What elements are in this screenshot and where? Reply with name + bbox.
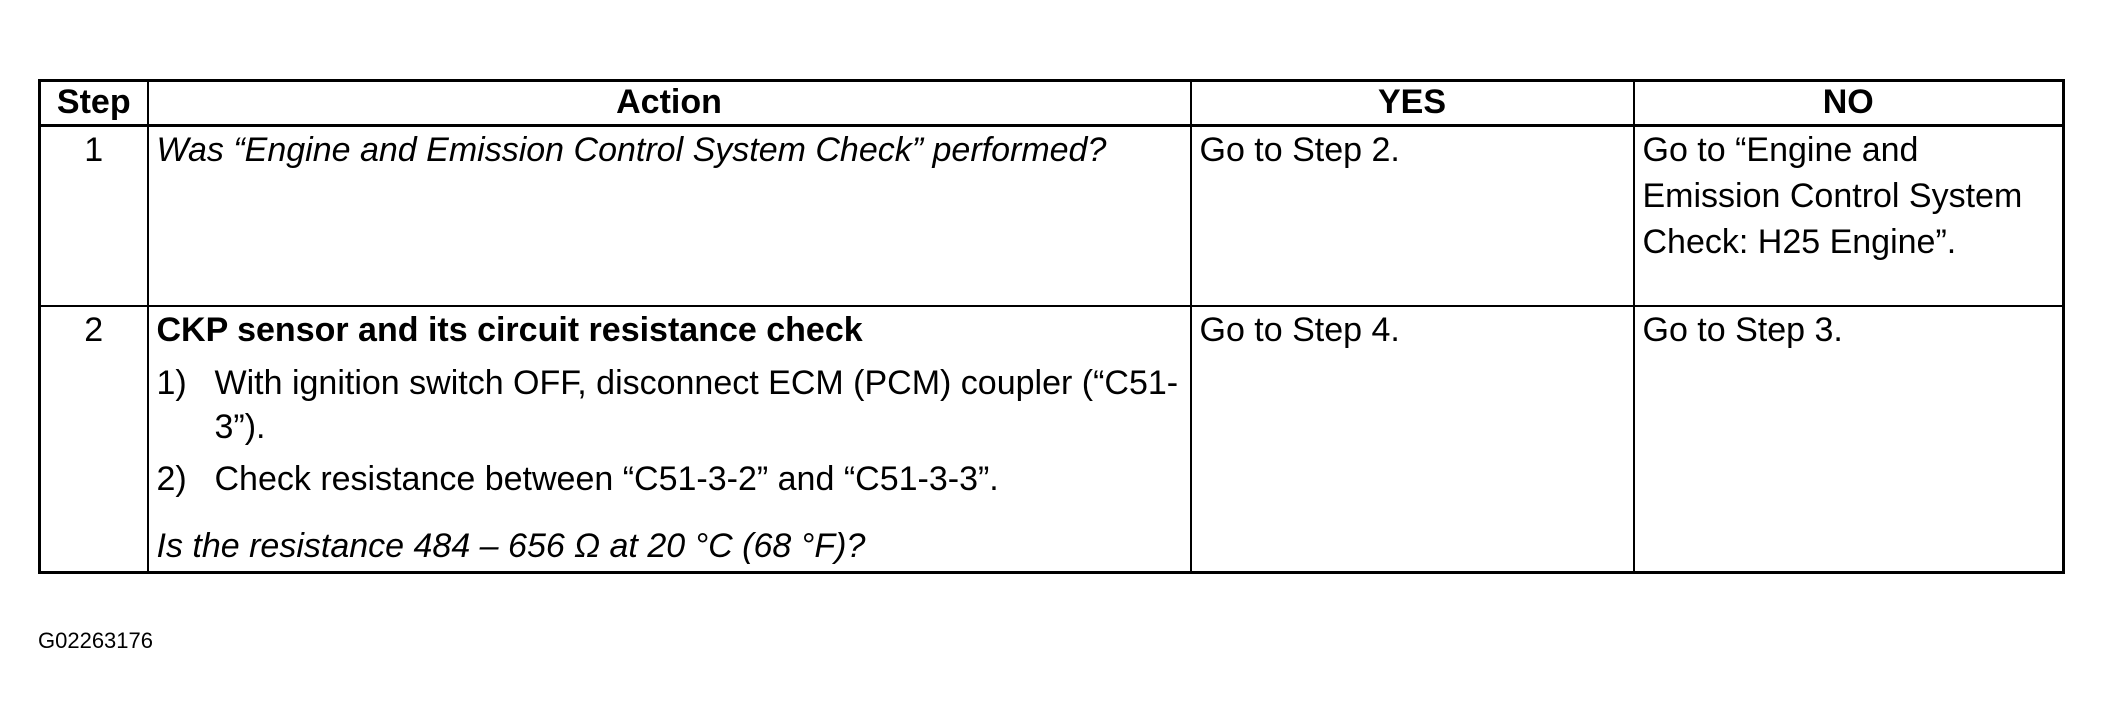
diagnostic-table (38, 79, 2065, 574)
figure-id: G02263176 (38, 628, 153, 653)
yes-cell: Go to Step 2. (1191, 126, 1634, 307)
substep-text: Check resistance between “C51-3-2” and “C51-3-3”. (214, 460, 999, 498)
no-cell: Go to Step 3. (1634, 306, 2064, 573)
substep-number: 1) (156, 364, 187, 402)
header-step: Step (40, 81, 148, 126)
substep-text: With ignition switch OFF, disconnect ECM (PCM) coupler (“C51-3”). (214, 364, 1179, 446)
header-no: NO (1634, 81, 2064, 126)
action-question: Was “Engine and Emission Control System Check” performed? (156, 131, 1107, 169)
step-number: 2 (40, 306, 148, 573)
diagnostic-table-wrapper (38, 79, 2062, 574)
no-cell: Go to “Engine and Emission Control System Check: H25 Engine”. (1634, 126, 2064, 307)
substep-item (157, 457, 1182, 501)
header-action: Action (148, 81, 1191, 126)
action-cell (148, 126, 1191, 307)
table-row (40, 126, 2064, 307)
header-row (40, 81, 2064, 126)
action-question: Is the resistance 484 – 656 Ω at 20 °C (68 °F)? (156, 527, 866, 565)
step-number: 1 (40, 126, 148, 307)
substep-item (157, 361, 1182, 449)
yes-cell: Go to Step 4. (1191, 306, 1634, 573)
table-row (40, 306, 2064, 573)
action-title: CKP sensor and its circuit resistance check (156, 311, 863, 349)
substep-number: 2) (156, 460, 187, 498)
action-cell (148, 306, 1191, 573)
header-yes: YES (1191, 81, 1634, 126)
